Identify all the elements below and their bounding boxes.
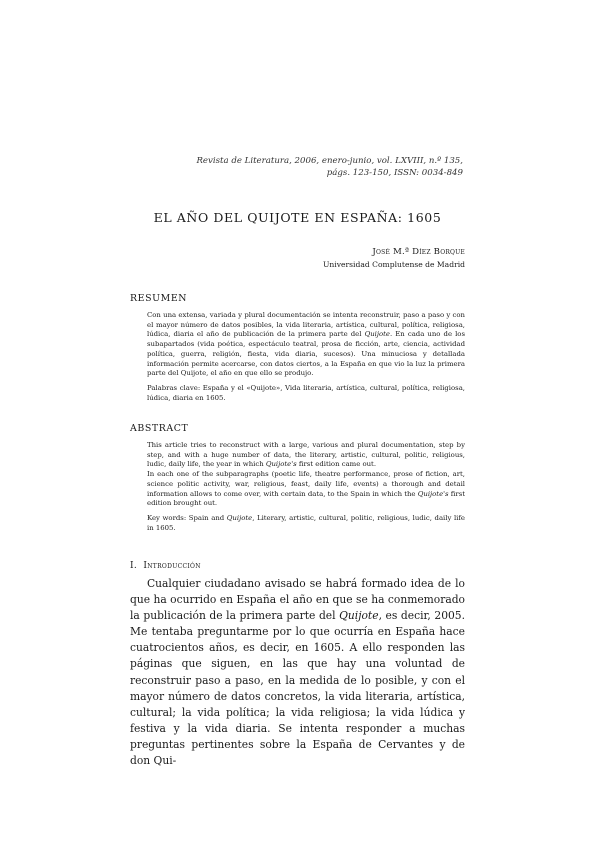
section-number: I. [130, 561, 138, 571]
section-title: Introducción [143, 561, 201, 571]
article-title: EL AÑO DEL QUIJOTE EN ESPAÑA: 1605 [153, 210, 442, 225]
resumen-block [147, 311, 465, 403]
resumen-heading: RESUMEN [130, 293, 188, 304]
author-affiliation: Universidad Complutense de Madrid [323, 259, 465, 269]
author-name: José M.ª Díez Borque [372, 247, 465, 257]
body-paragraph: Cualquier ciudadano avisado se habrá formado idea de lo que ha ocurrido en España el año en que se ha conmemorado la publicación de la primera parte del Quijote, es decir, 2005. Me tentaba preguntarme por lo que ocurría en España hace cuatrocientos años, es decir, en 1605. A ello responden las páginas que siguen, en las que hay una voluntad de reconstruir paso a paso, en la medida de lo posible, y con el mayor número de datos concretos, la vida literaria, artística, cultural; la vida política; la vida religiosa; la vida lúdica y festiva y la vida diaria. Se intenta responder a muchas preguntas pertinentes sobre la España de Cervantes y de don Qui- [130, 577, 466, 768]
journal-line-1: Revista de Literatura, 2006, enero-junio, vol. LXVIII, n.º 135, [196, 156, 463, 166]
resumen-text: Con una extensa, variada y plural documentación se intenta reconstruir, paso a paso y con el mayor número de datos posibles, la vida literaria, artística, cultural, política, religiosa, lúdica, diaria el año de publicación de la primera parte del Quijote. En cada uno de los subapartados (vida poética, espectáculo teatral, prosa de ficción, arte, ciencia, actividad política, guerra, religión, fiesta, vida diaria, sucesos). Una minuciosa y detallada información permite acercarse, con datos ciertos, a la España en que vio la luz la primera parte del Quijote, el año en que ello se produjo. [147, 311, 465, 378]
introduction-body [130, 576, 465, 769]
author-block [323, 247, 465, 270]
abstract-block [147, 441, 465, 533]
journal-reference [163, 156, 463, 179]
journal-line-2: págs. 123-150, ISSN: 0034-849 [326, 167, 463, 178]
introduction-heading [130, 561, 201, 571]
abstract-paragraph-2: In each one of the subparagraphs (poetic life, theatre performance, prose of fiction, art, science politic activity, war, religious, feast, daily life, events) a thorough and detail information allows to come over, with certain data, to the Spain in which the Quijote's first edition brought out. [147, 470, 465, 508]
resumen-keywords: Palabras clave: España y el «Quijote», Vida literaria, artística, cultural, política, religiosa, lúdica, diaria en 1605. [147, 383, 465, 402]
abstract-paragraph-1: This article tries to reconstruct with a large, various and plural documentation, step by step, and with a huge number of data, the literary, artistic, cultural, politic, religious, ludic, daily life, the year in which Quijote's first edition came out. [147, 441, 465, 469]
abstract-heading: ABSTRACT [130, 423, 189, 434]
abstract-keywords: Key words: Spain and Quijote, Literary, artistic, cultural, politic, religious, ludic, daily life in 1605. [147, 513, 465, 532]
